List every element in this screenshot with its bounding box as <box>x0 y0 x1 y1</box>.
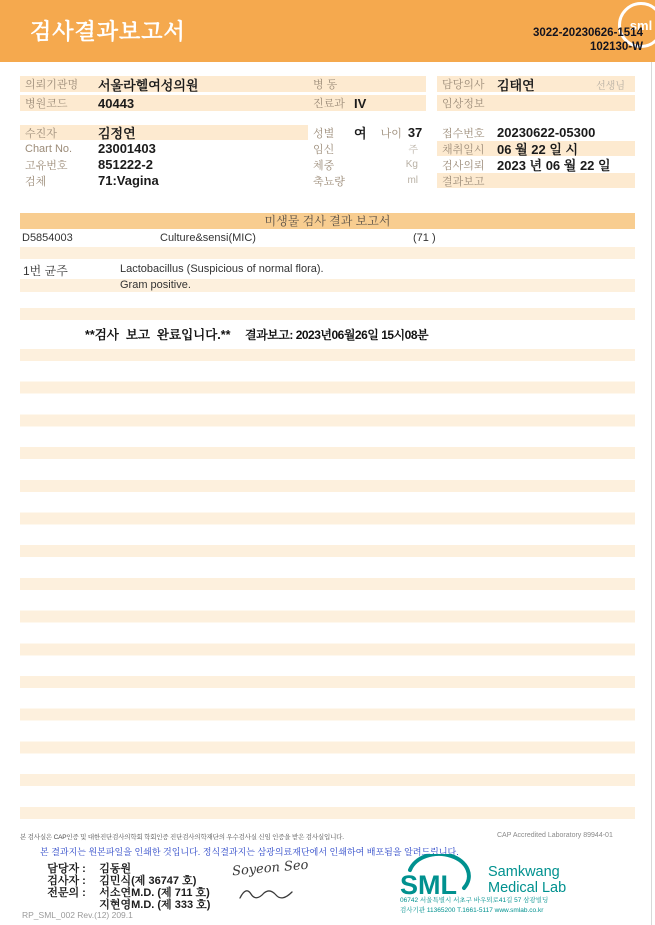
report-number-secondary: 102130-W <box>589 41 643 54</box>
staff-name: 김동원 <box>99 863 132 875</box>
empty-row-stripes <box>20 349 635 836</box>
page-title: 검사결과보고서 <box>30 19 186 44</box>
field-row-collection-date <box>437 141 635 156</box>
sml-name-line2: Medical Lab <box>488 879 567 896</box>
field-row-pregnancy <box>308 141 426 156</box>
field-row-institution <box>20 76 308 92</box>
field-value: 37 <box>407 125 423 140</box>
field-row-request-date <box>437 157 635 172</box>
unit-label: ml <box>407 175 418 186</box>
field-label: 담당의사 <box>442 79 485 91</box>
field-row-doctor <box>437 76 635 92</box>
strain-label: 1번 균주 <box>23 264 68 278</box>
scan-edge-line <box>651 62 652 925</box>
field-value: 851222-2 <box>98 157 153 172</box>
field-row-weight <box>308 157 426 172</box>
unit-label: Kg <box>405 159 418 170</box>
sml-address: 06742 서울특별시 서초구 바우뫼로41길 57 삼광빌딩 <box>400 897 549 904</box>
field-value: 23001403 <box>98 141 156 156</box>
field-value: 20230622-05300 <box>497 125 596 140</box>
staff-role: 검사자 : <box>47 875 86 887</box>
sml-circle-icon: sml <box>618 2 655 48</box>
test-code: D5854003 <box>22 232 73 244</box>
accreditation-fine-print: 본 검사실은 CAP인증 및 대한진단검사의학회 학회인증 진단검사의학재단의 우수검사실 신임 인증을 받은 검사실입니다. <box>20 834 344 841</box>
signature-scribble-icon <box>236 884 296 904</box>
sml-contact: 검사기관 11365200 T.1661-5117 www.smlab.co.kr <box>400 907 544 914</box>
sml-lab-name <box>488 864 566 896</box>
empty-result-band <box>20 308 635 320</box>
field-value: 여 <box>354 126 367 141</box>
field-label: 수진자 <box>25 127 57 140</box>
field-label: 병 동 <box>313 79 338 91</box>
field-label: 나이 <box>380 127 402 140</box>
field-label: 축뇨량 <box>313 175 345 188</box>
strain-result: Lactobacillus (Suspicious of normal flora). <box>120 263 324 275</box>
field-label: 접수번호 <box>442 127 485 140</box>
field-label: 임신 <box>313 143 335 156</box>
field-value: IV <box>354 95 367 111</box>
report-datetime: 결과보고: 2023년06월26일 15시08분 <box>245 328 429 342</box>
report-header <box>0 0 655 62</box>
field-label: 병원코드 <box>25 98 68 110</box>
specimen-ref: (71 ) <box>413 232 436 244</box>
info-column-middle <box>308 76 426 189</box>
field-value: 김태연 <box>497 77 535 93</box>
sml-logo <box>396 854 566 900</box>
report-number-primary: 3022-20230626-1514 <box>533 27 643 39</box>
field-row-clinical-info <box>437 95 635 111</box>
cap-accreditation-text: CAP Accredited Laboratory 89944-01 <box>497 832 613 839</box>
staff-name: 김민식(제 36747 호) <box>99 875 197 887</box>
field-value: 서울라헬여성의원 <box>98 77 199 93</box>
staff-name: 서소연M.D. (제 711 호) <box>99 887 210 899</box>
field-label: 고유번호 <box>25 159 68 172</box>
spacer <box>437 114 635 125</box>
field-row-hospital-code <box>20 95 308 111</box>
print-notice: 본 결과지는 원본파일을 인쇄한 것입니다. 정식결과지는 삼광의료재단에서 인쇄하여 배포됨을 알려드립니다. <box>40 847 459 857</box>
field-label: Chart No. <box>25 142 73 155</box>
report-complete-message: **검사 보고 완료입니다.** <box>85 328 231 342</box>
field-row-receipt-no <box>437 125 635 140</box>
staff-role: 전문의 : <box>47 887 86 899</box>
field-value: 40443 <box>98 95 135 111</box>
field-row-specimen <box>20 173 308 188</box>
field-row-unique-no <box>20 157 308 172</box>
field-row-patient <box>20 125 308 140</box>
unit-label: 주 <box>408 145 418 156</box>
field-row-ward <box>308 76 426 92</box>
field-label: 의뢰기관명 <box>25 79 79 91</box>
field-label: 검사의뢰 <box>442 159 485 172</box>
field-label: 임상정보 <box>442 98 485 110</box>
field-value: 김정연 <box>98 126 136 141</box>
sml-logo-icon <box>396 854 482 900</box>
field-label: 체중 <box>313 159 335 172</box>
field-label: 결과보고 <box>442 175 485 188</box>
info-column-left <box>20 76 308 189</box>
field-label: 성별 <box>313 127 335 140</box>
field-row-urine <box>308 173 426 188</box>
staff-name: 지현영M.D. (제 333 호) <box>99 899 211 911</box>
document-code: RP_SML_002 Rev.(12) 209.1 <box>22 910 133 920</box>
field-row-department <box>308 95 426 111</box>
staff-role: 담당자 : <box>47 863 86 875</box>
field-label: 채취일시 <box>442 143 485 156</box>
spacer <box>20 114 308 125</box>
field-row-chart-no <box>20 141 308 156</box>
doctor-honorific: 선생님 <box>596 80 625 92</box>
field-value: 06 월 22 일 시 <box>497 142 579 157</box>
empty-result-band <box>20 247 635 259</box>
info-column-right <box>437 76 635 189</box>
field-label: 검체 <box>25 175 47 188</box>
field-row-report-date <box>437 173 635 188</box>
report-numbers <box>533 26 643 55</box>
gram-result-band: Gram positive. <box>20 279 635 292</box>
sml-name-line1: Samkwang <box>488 863 560 880</box>
handwritten-signature: Soyeon Seo <box>231 857 310 880</box>
test-name: Culture&sensi(MIC) <box>160 232 256 244</box>
field-value: 2023 년 06 월 22 일 <box>497 158 611 173</box>
section-title-microbiology: 미생물 검사 결과 보고서 <box>20 213 635 229</box>
field-label: 진료과 <box>313 98 345 110</box>
svg-text:SML: SML <box>400 870 457 900</box>
field-row-sex-age <box>308 125 426 140</box>
spacer <box>308 114 426 125</box>
field-value: 71:Vagina <box>98 173 159 188</box>
